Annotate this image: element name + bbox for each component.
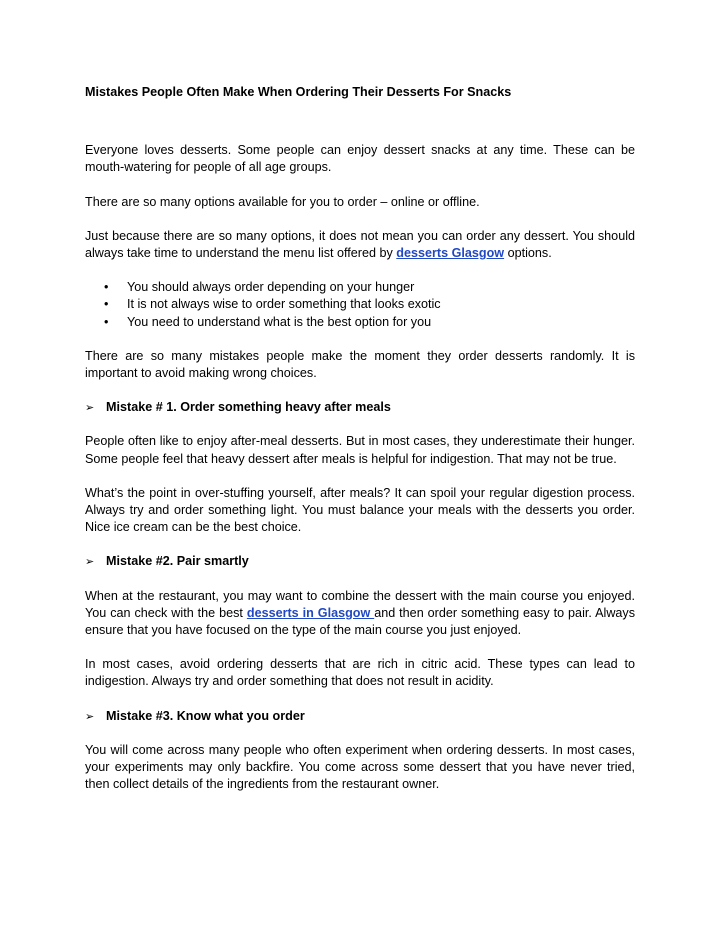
mistake-3-heading-text: Mistake #3. Know what you order <box>106 708 305 723</box>
mistake-2-paragraph-2: In most cases, avoid ordering desserts that are rich in citric acid. These types can lead to indigestion. Always try and order something that does not result in acidity. <box>85 657 635 689</box>
mistake-2-paragraph-1-text-before: When at the restaurant, you may want to combine the dessert with the main course you enjoyed. You can check with the best <box>85 588 635 620</box>
spacer <box>85 468 635 485</box>
list-item <box>85 314 635 331</box>
desserts-glasgow-link[interactable]: desserts Glasgow <box>396 246 505 261</box>
spacer <box>85 382 635 399</box>
spacer <box>85 211 635 228</box>
bullet-icon: • <box>104 314 109 329</box>
bullet-list <box>85 279 635 331</box>
mistake-2-paragraph-1-text-after: and then order something easy to pair. Always ensure that you have focused on the type of the main course you just enjoyed. <box>85 605 636 638</box>
mistake-3-heading <box>85 708 635 725</box>
intro-paragraph-3 <box>85 228 635 262</box>
spacer <box>85 639 635 656</box>
mistakes-paragraph: There are so many mistakes people make the moment they order desserts randomly. It is important to avoid making wrong choices. <box>85 348 635 381</box>
list-item <box>85 296 635 313</box>
page-title: Mistakes People Often Make When Ordering Their Desserts For Snacks <box>85 85 512 99</box>
mistake-1-heading-text: Mistake # 1. Order something heavy after meals <box>106 400 391 415</box>
spacer <box>85 571 635 588</box>
spacer <box>85 416 635 433</box>
desserts-in-glasgow-link[interactable]: desserts in Glasgow <box>246 605 375 620</box>
list-item-text: You should always order depending on your hunger <box>127 280 415 295</box>
intro-paragraph-3-text-after: options. <box>504 246 552 261</box>
spacer <box>85 331 635 348</box>
intro-paragraph-3-text-before: Just because there are so many options, it does not mean you can order any dessert. You should always take time to understand the menu list offered by <box>85 228 635 261</box>
spacer <box>85 536 635 553</box>
mistake-1-heading <box>85 399 635 416</box>
spacer <box>85 725 635 742</box>
spacer <box>85 101 635 142</box>
list-item-text: It is not always wise to order something that looks exotic <box>127 297 441 312</box>
list-item <box>85 279 635 296</box>
spacer <box>85 691 635 708</box>
mistake-3-paragraph-1: You will come across many people who often experiment when ordering desserts. In most cases, your experiments may only backfire. You come across some dessert that you have never tried, then collect details of the ingredients from the restaurant owner. <box>85 742 635 792</box>
spacer <box>85 177 635 194</box>
intro-paragraph-2: There are so many options available for you to order – online or offline. <box>85 194 480 209</box>
list-item-text: You need to understand what is the best option for you <box>127 314 432 329</box>
mistake-1-paragraph-2: What’s the point in over-stuffing yourself, after meals? It can spoil your regular digestion process. Always try and order something light. You must balance your meals with the desserts you order. Nice ice cream can be the best choice. <box>85 485 635 535</box>
bullet-icon: • <box>104 297 109 312</box>
mistake-2-paragraph-1 <box>85 588 635 640</box>
spacer <box>85 262 635 279</box>
arrow-bullet-icon: ➢ <box>85 555 95 569</box>
arrow-bullet-icon: ➢ <box>85 709 95 723</box>
arrow-bullet-icon: ➢ <box>85 401 95 415</box>
intro-paragraph-1: Everyone loves desserts. Some people can enjoy dessert snacks at any time. These can be mouth-watering for people of all age groups. <box>85 143 635 175</box>
mistake-1-paragraph-1: People often like to enjoy after-meal desserts. But in most cases, they underestimate their hunger. Some people feel that heavy dessert after meals is helpful for indigestion. That may not be true. <box>85 434 635 466</box>
mistake-2-heading-text: Mistake #2. Pair smartly <box>106 554 249 569</box>
mistake-2-heading <box>85 553 635 570</box>
bullet-icon: • <box>104 280 109 295</box>
